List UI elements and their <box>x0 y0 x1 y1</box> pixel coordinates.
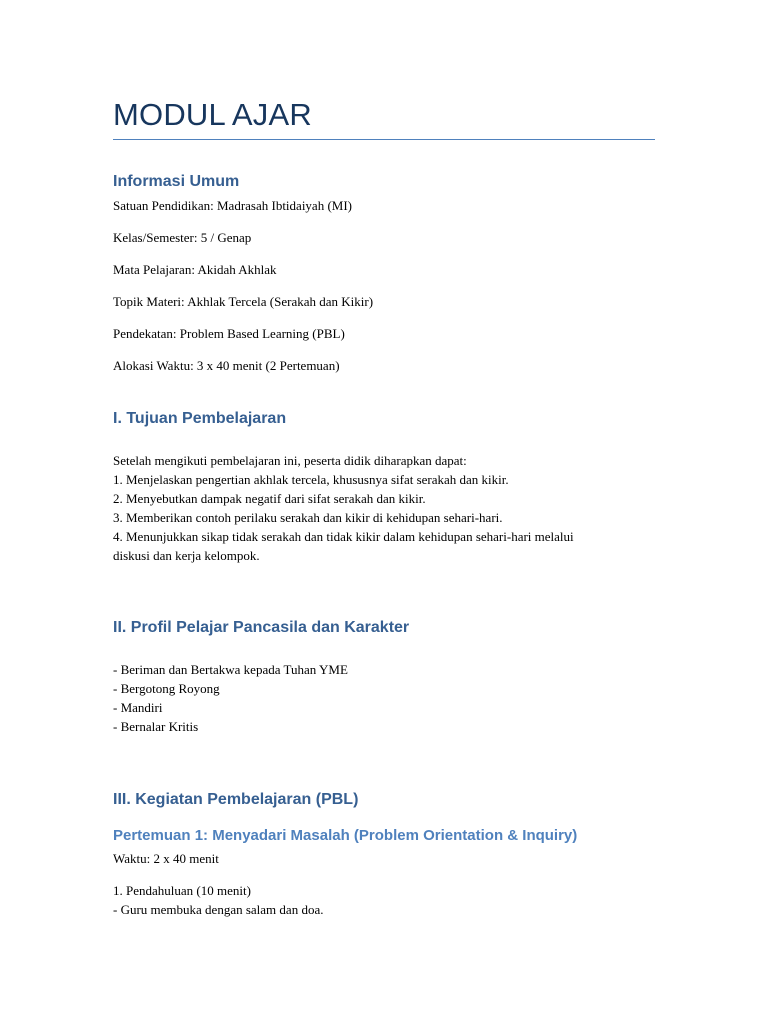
info-line: Topik Materi: Akhlak Tercela (Serakah dan Kikir) <box>113 294 374 309</box>
tujuan-line: diskusi dan kerja kelompok. <box>113 548 260 563</box>
info-line: Mata Pelajaran: Akidah Akhlak <box>113 262 277 277</box>
info-line: Kelas/Semester: 5 / Genap <box>113 230 252 245</box>
tujuan-line: 1. Menjelaskan pengertian akhlak tercela, khususnya sifat serakah dan kikir. <box>113 472 509 487</box>
tujuan-line: Setelah mengikuti pembelajaran ini, peserta didik diharapkan dapat: <box>113 453 467 468</box>
profil-item: - Bernalar Kritis <box>113 719 199 734</box>
waktu-line: Waktu: 2 x 40 menit <box>113 851 219 866</box>
info-line: Satuan Pendidikan: Madrasah Ibtidaiyah (MI) <box>113 198 352 213</box>
profil-item: - Mandiri <box>113 700 163 715</box>
heading-kegiatan-pembelajaran: III. Kegiatan Pembelajaran (PBL) <box>113 791 359 808</box>
tujuan-text <box>113 451 673 565</box>
profil-list <box>113 660 655 736</box>
tujuan-line: 2. Menyebutkan dampak negatif dari sifat serakah dan kikir. <box>113 491 426 506</box>
heading-profil-pelajar: II. Profil Pelajar Pancasila dan Karakter <box>113 619 410 636</box>
tujuan-line: 4. Menunjukkan sikap tidak serakah dan tidak kikir dalam kehidupan sehari-hari melalui <box>113 529 574 544</box>
kegiatan-text <box>113 881 655 919</box>
profil-item: - Bergotong Royong <box>113 681 220 696</box>
info-line: Alokasi Waktu: 3 x 40 menit (2 Pertemuan) <box>113 358 340 373</box>
kegiatan-line: - Guru membuka dengan salam dan doa. <box>113 902 324 917</box>
document-title: MODUL AJAR <box>113 97 312 132</box>
profil-item: - Beriman dan Bertakwa kepada Tuhan YME <box>113 662 348 677</box>
title-underline <box>113 139 655 140</box>
heading-informasi-umum: Informasi Umum <box>113 173 240 190</box>
tujuan-line: 3. Memberikan contoh perilaku serakah dan kikir di kehidupan sehari-hari. <box>113 510 503 525</box>
heading-pertemuan-1: Pertemuan 1: Menyadari Masalah (Problem Orientation & Inquiry) <box>113 827 578 844</box>
document-content <box>113 96 655 140</box>
kegiatan-line: 1. Pendahuluan (10 menit) <box>113 883 251 898</box>
info-line: Pendekatan: Problem Based Learning (PBL) <box>113 326 345 341</box>
heading-tujuan-pembelajaran: I. Tujuan Pembelajaran <box>113 410 287 427</box>
